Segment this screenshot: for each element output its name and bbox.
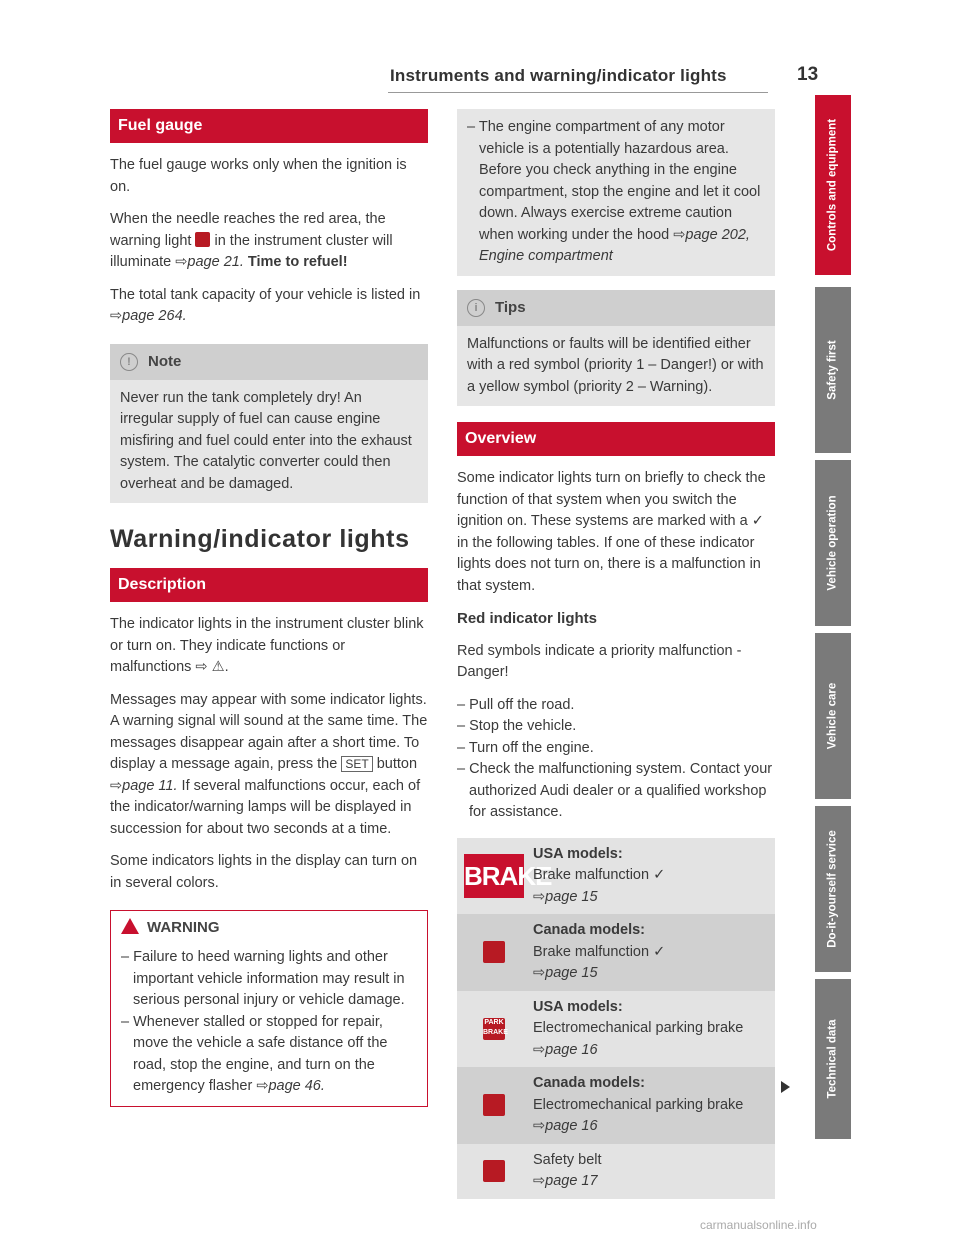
refuel-callout: Time to refuel! [247, 254, 348, 270]
lamp-icon-cell [457, 991, 531, 1068]
fuel-paragraph-3 [110, 285, 428, 328]
lamp-row-parking-brake-canada [457, 1067, 775, 1144]
brake-circle-icon [483, 941, 505, 963]
warning-continuation-box [457, 109, 775, 276]
page-link[interactable]: ⇨page 46. [256, 1078, 325, 1094]
description-paragraph-2-text-a: Messages may appear with some indicator lights. A warning signal will sound at the same time. The messages disappear again after a short time. To display a message again, press the [110, 691, 428, 772]
lamp-text [531, 991, 775, 1068]
warning-triangle-icon [121, 918, 139, 934]
lamp-desc: Safety belt [533, 1151, 602, 1168]
warning-item-text: – Whenever stalled or stopped for repair, move the vehicle a safe distance off the road, stop the engine, and turn on the emergency flasher [121, 1013, 388, 1094]
warning-item: – Failure to heed warning lights and other important vehicle information may result in serious personal injury or vehicle damage. [121, 949, 405, 1008]
tab-technical-data[interactable] [815, 979, 851, 1139]
tab-vehicle-operation[interactable] [815, 460, 851, 626]
tab-controls-and-equipment[interactable] [815, 95, 851, 275]
brake-warning-icon: BRAKE [464, 854, 524, 898]
lamp-title: USA models: [533, 998, 623, 1015]
overview-paragraph: Some indicator lights turn on briefly to check the function of that system when you switch the ignition on. These systems are marked with a ✓ in the following tables. If one of these indicator lights does not turn on, there is a malfunction in that system. [457, 470, 766, 594]
tab-safety-first[interactable] [815, 287, 851, 453]
note-title: Note [148, 352, 182, 370]
page-link[interactable]: ⇨page 11. [110, 777, 178, 794]
lamp-text [531, 1144, 775, 1199]
lamp-text [531, 1067, 775, 1144]
engine-warning-text: – The engine compartment of any motor vehicle is a potentially hazardous area. Before you check anything in the engine compartment, stop the engine and let it cool down. Always exercise extreme caution when working under the hood [467, 119, 761, 243]
page-link[interactable]: ⇨page 15 [533, 888, 598, 905]
tips-box [457, 290, 775, 407]
warning-item [121, 1012, 417, 1098]
red-indicator-heading: Red indicator lights [457, 610, 598, 627]
description-paragraph-3: Some indicators lights in the display can turn on in several colors. [110, 853, 418, 891]
left-column [110, 109, 428, 1107]
warning-header [111, 911, 427, 945]
page-link[interactable]: ⇨page 16 [533, 1118, 598, 1134]
red-indicator-paragraph: Red symbols indicate a priority malfunction - Danger! [457, 642, 742, 680]
tab-label: Vehicle operation [826, 495, 839, 591]
lamp-text [531, 838, 775, 915]
lamp-title: Canada models: [533, 922, 645, 938]
continue-arrow-icon [781, 1081, 790, 1093]
indicator-lamp-table [457, 838, 775, 1199]
header-rule [388, 92, 768, 93]
chapter-heading: Warning/indicator lights [110, 525, 410, 553]
warning-body [111, 945, 427, 1106]
description-paragraph-2-text-b: button [376, 756, 418, 772]
action-step: – Check the malfunctioning system. Contact your authorized Audi dealer or a qualified workshop for assistance. [457, 761, 773, 820]
lamp-text [531, 914, 775, 991]
fuel-paragraph-2-text-a: When the needle reaches the red area, the warning light [110, 211, 386, 249]
note-header [110, 344, 428, 380]
section-heading-fuel-gauge: Fuel gauge [110, 109, 428, 143]
lamp-icon-cell [457, 1067, 531, 1144]
action-step: – Pull off the road. [457, 696, 575, 713]
page-link[interactable]: ⇨page 15 [533, 965, 598, 981]
action-steps [457, 695, 775, 824]
parking-p-icon [483, 1094, 505, 1116]
set-key-label: SET [341, 756, 372, 772]
page-link[interactable]: ⇨page 21. [175, 254, 244, 270]
tab-label: Controls and equipment [826, 118, 839, 252]
lamp-row-brake-canada [457, 914, 775, 991]
tab-label: Vehicle care [826, 682, 839, 750]
tips-title: Tips [495, 298, 526, 316]
right-column [457, 109, 775, 1199]
page-number: 13 [797, 64, 819, 85]
seatbelt-icon [483, 1160, 505, 1182]
fuel-paragraph-2 [110, 209, 428, 274]
fuel-warning-light-icon [195, 232, 210, 247]
tab-label: Technical data [826, 1019, 839, 1099]
section-heading-overview: Overview [457, 422, 775, 456]
description-paragraph-2-text-c: If several malfunctions occur, each of the indicator/warning lamps will be displayed in succession for about two seconds at a time. [110, 777, 421, 837]
lamp-icon-cell [457, 838, 552, 915]
warning-title: WARNING [147, 919, 220, 936]
action-step: – Stop the vehicle. [457, 718, 577, 734]
running-header-title: Instruments and warning/indicator lights [390, 66, 727, 85]
lamp-desc: Electromechanical parking brake [533, 1096, 744, 1113]
info-circle-icon: i [467, 299, 485, 317]
footer-watermark: carmanualsonline.info [700, 1218, 817, 1232]
fuel-paragraph-2-text-b: in the instrument cluster will illuminate [110, 232, 393, 270]
action-step: – Turn off the engine. [457, 739, 594, 756]
section-heading-description: Description [110, 568, 428, 602]
lamp-icon-cell [457, 1144, 531, 1199]
page-link[interactable]: ⇨page 17 [533, 1173, 598, 1189]
lamp-row-safety-belt [457, 1144, 775, 1199]
exclamation-circle-icon: ! [120, 353, 138, 371]
warning-box [110, 910, 428, 1107]
park-brake-icon: PARK BRAKE [483, 1018, 505, 1040]
tab-do-it-yourself-service[interactable] [815, 806, 851, 972]
page-link[interactable]: ⇨page 16 [533, 1041, 598, 1058]
lamp-title: USA models: [533, 845, 623, 862]
lamp-desc: Brake malfunction ✓ [533, 943, 666, 960]
lamp-desc: Electromechanical parking brake [533, 1020, 744, 1036]
tips-text: Malfunctions or faults will be identified either with a red symbol (priority 1 – Danger!) or with a yellow symbol (priority 2 – Warning). [467, 335, 764, 395]
description-paragraph-1: The indicator lights in the instrument cluster blink or turn on. They indicate functions or malfunctions ⇨ ⚠. [110, 616, 424, 675]
note-box [110, 344, 428, 504]
lamp-desc: Brake malfunction ✓ [533, 867, 666, 883]
tab-label: Safety first [826, 340, 839, 400]
page-link[interactable]: ⇨page 264. [110, 308, 187, 324]
tips-header [457, 290, 775, 326]
fuel-paragraph-1: The fuel gauge works only when the ignition is on. [110, 157, 407, 195]
lamp-row-brake-usa [457, 838, 775, 915]
tab-vehicle-care[interactable] [815, 633, 851, 799]
engine-warning-item [457, 109, 775, 276]
lamp-row-parking-brake-usa [457, 991, 775, 1068]
page-link[interactable]: ⇨page 202, Engine compartment [479, 226, 750, 264]
description-paragraph-2 [110, 690, 428, 841]
note-text: Never run the tank completely dry! An irregular supply of fuel can cause engine misfiring and fuel could enter into the exhaust system. The catalytic converter could then overheat and be damaged. [120, 389, 412, 492]
lamp-icon-cell [457, 914, 531, 991]
lamp-title: Canada models: [533, 1075, 645, 1091]
tab-label: Do-it-yourself service [826, 830, 839, 948]
fuel-paragraph-3-text: The total tank capacity of your vehicle is listed in [110, 286, 421, 303]
